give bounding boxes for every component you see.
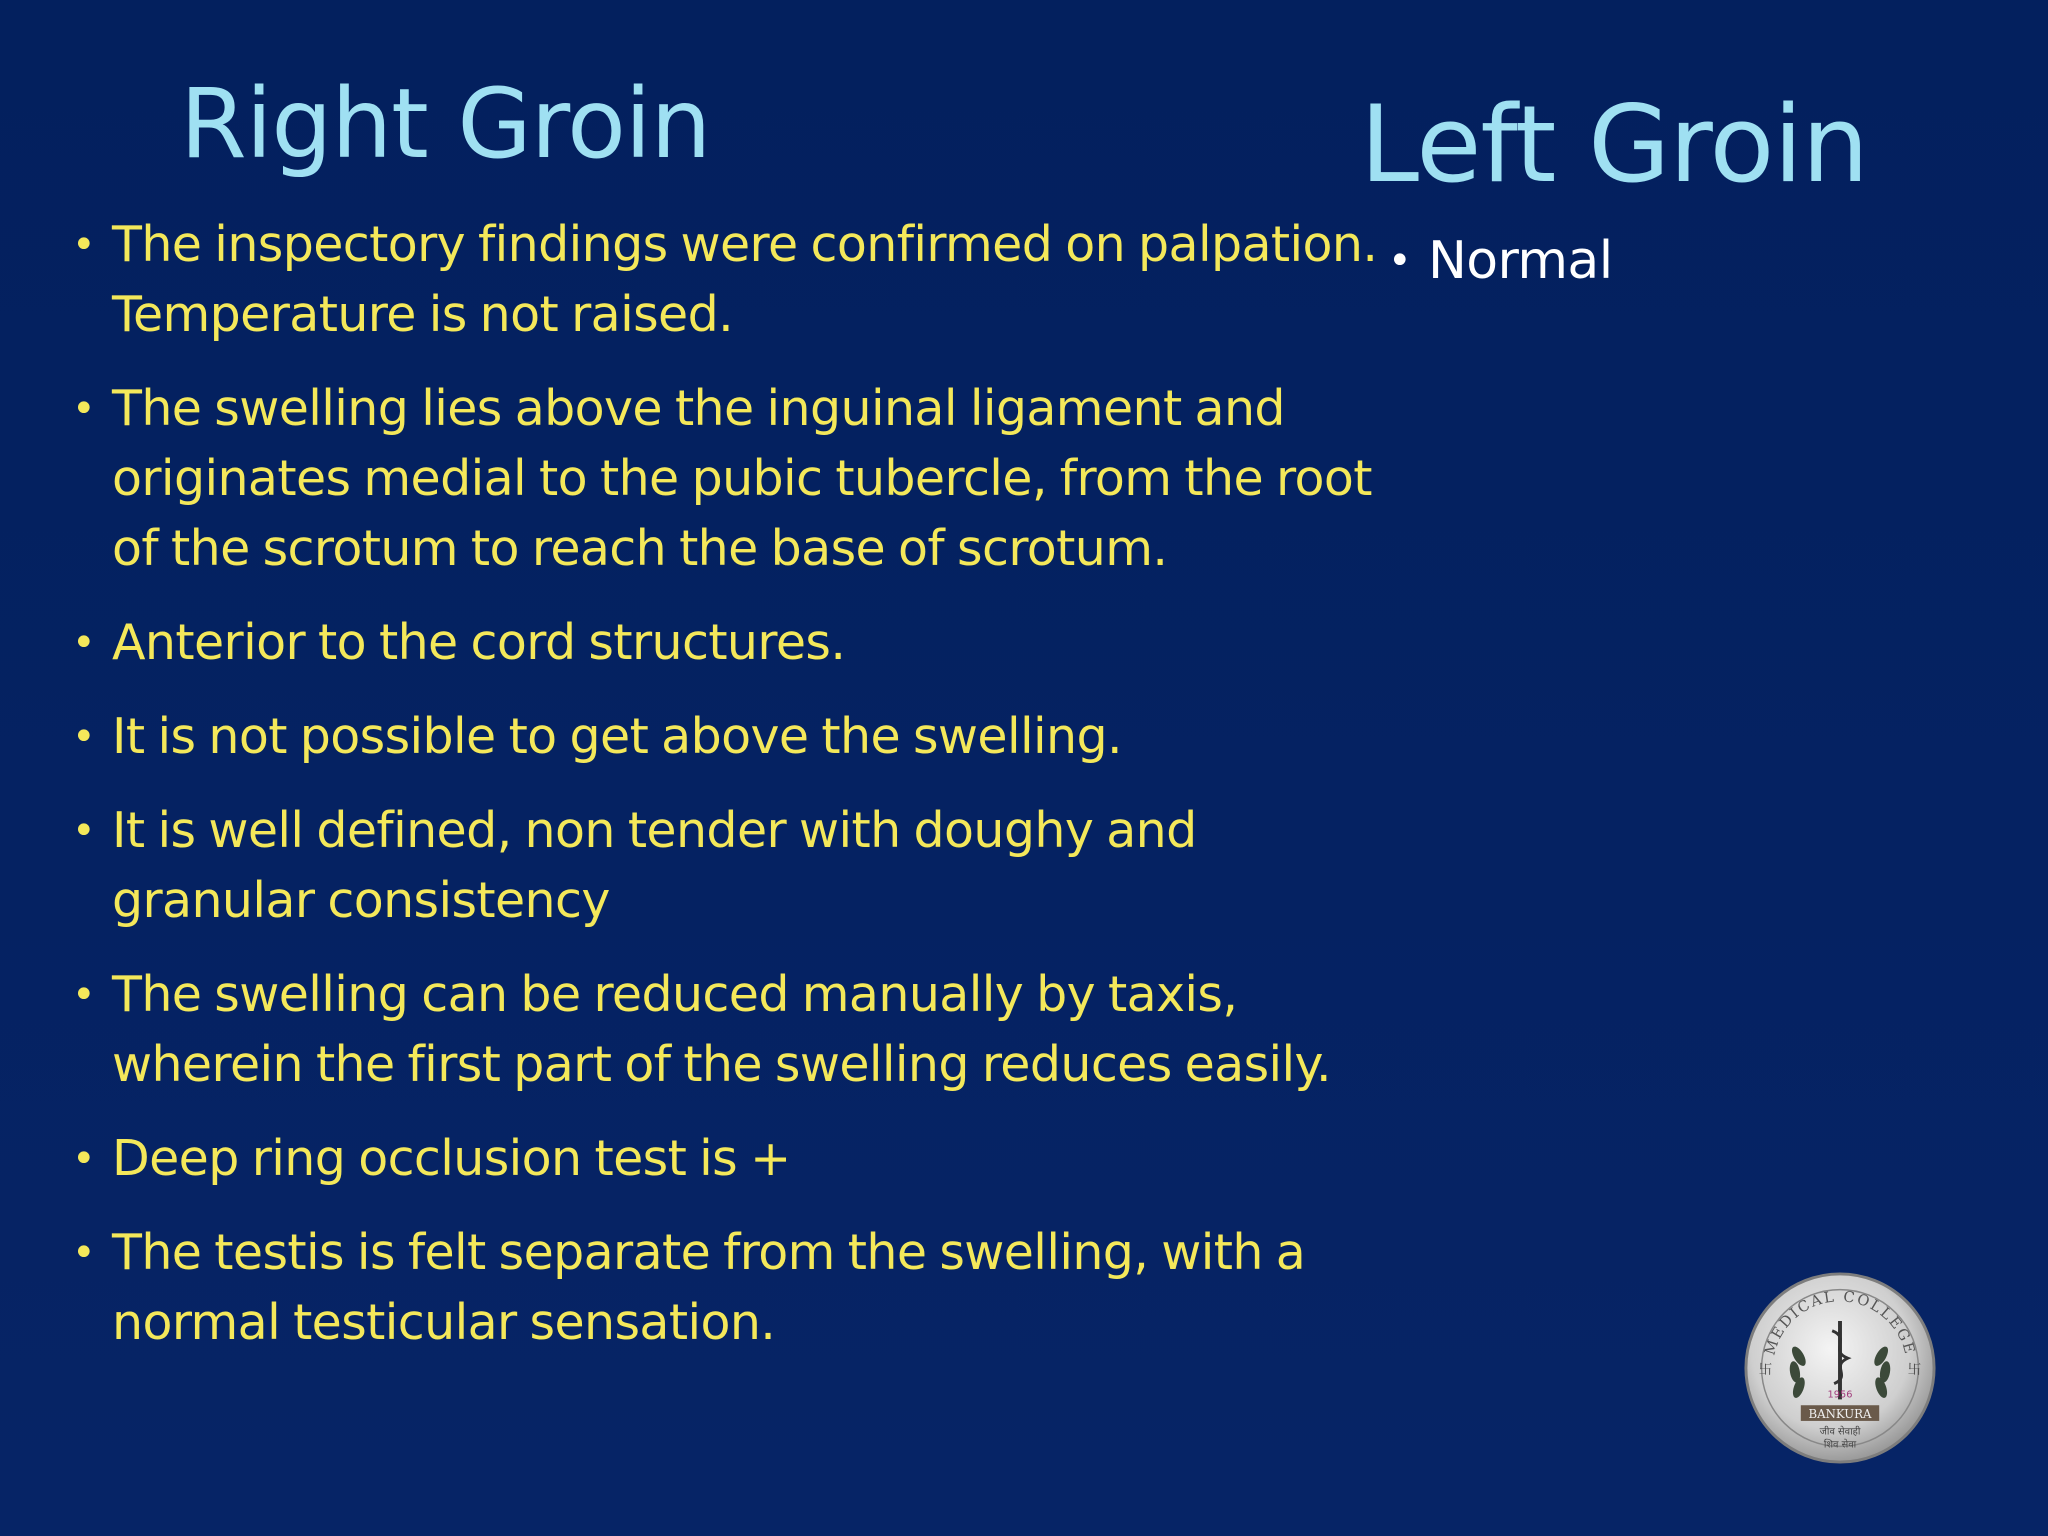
seal-motto-line2: शिव सेवा bbox=[1823, 1439, 1857, 1451]
bullet-dot-icon: • bbox=[1388, 238, 1411, 284]
bullet-dot-icon: • bbox=[72, 386, 95, 432]
bullet-dot-icon: • bbox=[72, 714, 95, 760]
right-groin-bullets bbox=[72, 210, 1402, 1382]
seal-place: BANKURA bbox=[1808, 1406, 1872, 1421]
bullet-dot-icon: • bbox=[72, 620, 95, 666]
bullet-dot-icon: • bbox=[72, 1230, 95, 1276]
bullet-item: • It is well defined, non tender with doughy and granular consistency bbox=[72, 796, 1402, 936]
bullet-dot-icon: • bbox=[72, 1136, 95, 1182]
swastika-right-icon: 卐 bbox=[1907, 1361, 1922, 1378]
bullet-dot-icon: • bbox=[72, 222, 95, 268]
college-seal-logo bbox=[1742, 1270, 1938, 1466]
bullet-item: • The testis is felt separate from the swelling, with a normal testicular sensation. bbox=[72, 1218, 1402, 1358]
seal-top-text: MEDICAL COLLEGE bbox=[1761, 1288, 1919, 1358]
left-groin-title: Left Groin bbox=[1360, 83, 1868, 206]
bullet-item: • The inspectory findings were confirmed on palpation. Temperature is not raised. bbox=[72, 210, 1402, 350]
swastika-left-icon: 卐 bbox=[1758, 1361, 1773, 1378]
bullet-item: • Normal bbox=[1388, 226, 1948, 296]
seal-year: 1956 bbox=[1827, 1389, 1853, 1401]
seal-motto-line1: जीव सेवाही bbox=[1819, 1426, 1861, 1438]
bullet-item: • Deep ring occlusion test is + bbox=[72, 1124, 1402, 1194]
bullet-item: • The swelling can be reduced manually by taxis, wherein the first part of the swelling reduces easily. bbox=[72, 960, 1402, 1100]
bullet-item: • Anterior to the cord structures. bbox=[72, 608, 1402, 678]
bullet-dot-icon: • bbox=[72, 972, 95, 1018]
bullet-item: • It is not possible to get above the swelling. bbox=[72, 702, 1402, 772]
bullet-item: • The swelling lies above the inguinal ligament and originates medial to the pubic tubercle, from the root of the scrotum to reach the base of scrotum. bbox=[72, 374, 1402, 584]
left-groin-bullets bbox=[1388, 226, 1948, 320]
right-groin-title: Right Groin bbox=[180, 68, 711, 180]
bullet-dot-icon: • bbox=[72, 808, 95, 854]
